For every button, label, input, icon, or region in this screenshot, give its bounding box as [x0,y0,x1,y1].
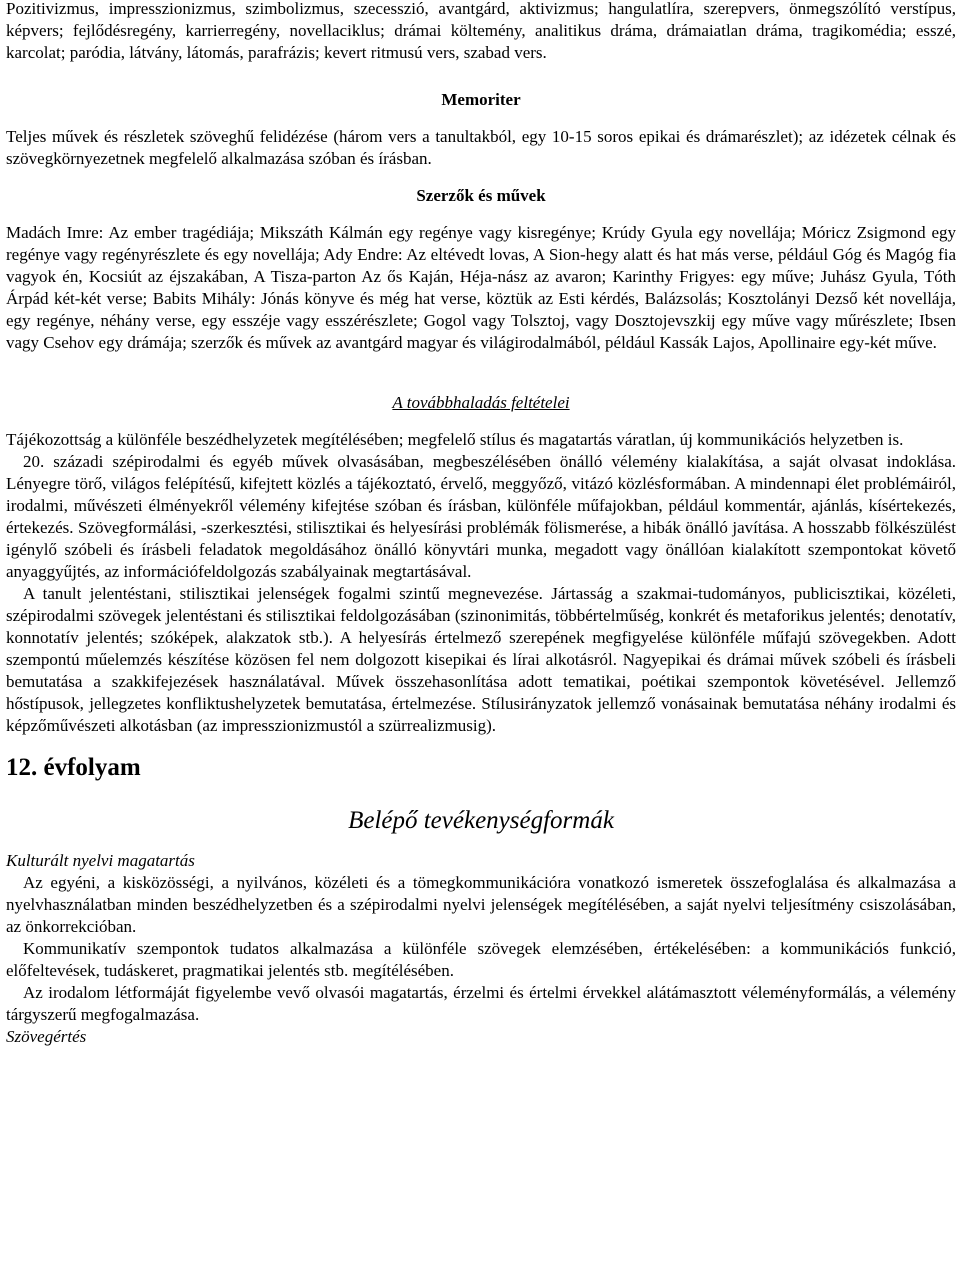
tovabbhaladas-paragraph-1: Tájékozottság a különféle beszédhelyzetek megítélésében; megfelelő stílus és magatartás váratlan, új kommunikációs helyzetben is. [6,430,904,449]
tovabbhaladas-paragraph-3: A tanult jelentéstani, stilisztikai jelenségek fogalmi szintű megnevezése. Jártasság a szakmai-tudományos, publicisztikai, közéleti, szépirodalmi szövegek jelentéstani és stilisztikai feldolgozásában (szinonimitás, többértelműség, konkrét és metaforikus jelentés; denotatív, konnotatív jelentés; szóképek, alakzatok stb.). A helyesírás értelmező szerepének megfigyelése különféle műfajú szövegekben. Adott szempontú műelemzés készítése közösen fel nem dolgozott kisepikai és lírai alkotásról. Nagyepikai és drámai művek szóbeli és írásbeli bemutatása a szakkifejezések használatával. Művek összehasonlítása adott tematikai, poétikai szempontok követésével. Jellemző hőstípusok, jellegzetes konfliktushelyzetek bemutatása, értelmezése. Stílusirányzatok jellemző vonásainak bemutatása néhány irodalmi és képzőművészeti alkotásban (az impresszionizmustól a szürrealizmusig). [6,584,956,735]
kulturalt-paragraph-2: Kommunikatív szempontok tudatos alkalmazása a különféle szövegek elemzésében, értékelésében: a kommunikációs funkció, előfeltevések, tudáskeret, pragmatikai jelentés stb. megítélésében. [6,939,956,980]
intro-paragraph: Pozitivizmus, impresszionizmus, szimbolizmus, szecesszió, avantgárd, aktivizmus; hangulatlíra, szerepvers, önmegszólító verstípus, képvers; fejlődésregény, karrierregény, novellaciklus; drámai költemény, analitikus dráma, drámaiatlan dráma, tragikomédia; esszé, karcolat; paródia, látvány, látomás, parafrázis; kevert ritmusú vers, szabad vers. [6,0,956,62]
szovegertes-heading: Szövegértés [6,1027,87,1046]
kulturalt-paragraph-3: Az irodalom létformáját figyelembe vevő olvasói magatartás, érzelmi és értelmi érvekkel alátámasztott véleményformálás, a vélemény tárgyszerű megfogalmazása. [6,983,956,1024]
memoriter-paragraph: Teljes művek és részletek szöveghű felidézése (három vers a tanultakból, egy 10-15 soros epikai és drámarészlet); az idézetek célnak és szövegkörnyezetnek megfelelő alkalmazása szóban és írásban. [6,127,956,168]
evfolyam-heading: 12. évfolyam [6,754,141,781]
document-page [6,0,956,1048]
szerzok-heading: Szerzők és művek [416,186,546,205]
szerzok-paragraph: Madách Imre: Az ember tragédiája; Mikszáth Kálmán egy regénye vagy kisregénye; Krúdy Gyula egy novellája; Móricz Zsigmond egy regénye vagy regényrészlete és egy novellája; Ady Endre: Az eltévedt lovas, A Sion-hegy alatt és hat más verse, például Góg és Magóg fia vagyok én, Kocsiút az éjszakában, A Tisza-parton Az ős Kaján, Héja-nász az avaron; Karinthy Frigyes: egy műve; Juhász Gyula, Tóth Árpád két-két verse; Babits Mihály: Jónás könyve és még hat verse, köztük az Esti kérdés, Balázsolás; Kosztolányi Dezső két novellája, egy regénye, néhány verse, egy esszéje vagy esszérészlete; Gogol vagy Tolsztoj, vagy Dosztojevszkij egy műve vagy műrészlete; Ibsen vagy Csehov egy drámája; szerzők és művek az avantgárd magyar és világirodalmából, például Kassák Lajos, Apollinaire egy-két műve. [6,223,956,352]
kulturalt-heading: Kulturált nyelvi magatartás [6,851,195,870]
tovabbhaladas-heading: A továbbhaladás feltételei [392,393,570,412]
memoriter-heading: Memoriter [441,90,521,109]
tovabbhaladas-paragraph-2: 20. századi szépirodalmi és egyéb művek olvasásában, megbeszélésében önálló vélemény kialakítása, a saját olvasat indoklása. Lényegre törő, világos felépítésű, kifejtett közlés a tájékoztató, érvelő, meggyőző, vitázó közlésformában. A mindennapi élet problémáiról, irodalmi, művészeti élményekről vélemény kifejtése szóban és írásban, különféle műfajokban, például kommentár, ajánlás, kísértekezés, értekezés. Szövegformálási, -szerkesztési, stilisztikai és helyesírási problémák fölismerése, a hibák önálló javítása. A hosszabb fölkészülést igénylő szóbeli és írásbeli feladatok megoldásához önálló könyvtári munka, megadott vagy önállóan kialakított szempontokat követő anyaggyűjtés, az információfeldolgozás szabályainak megtartásával. [6,452,956,581]
kulturalt-paragraph-1: Az egyéni, a kisközösségi, a nyilvános, közéleti és a tömegkommunikációra vonatkozó ismeretek összefoglalása és alkalmazása a nyelvhasználatban minden beszédhelyzetben és a szépirodalmi nyelvi jelenségek megítélésében, a saját nyelvi teljesítmény csiszolásában, az önkorrekcióban. [6,873,956,936]
belepo-heading: Belépő tevékenységformák [348,807,614,834]
